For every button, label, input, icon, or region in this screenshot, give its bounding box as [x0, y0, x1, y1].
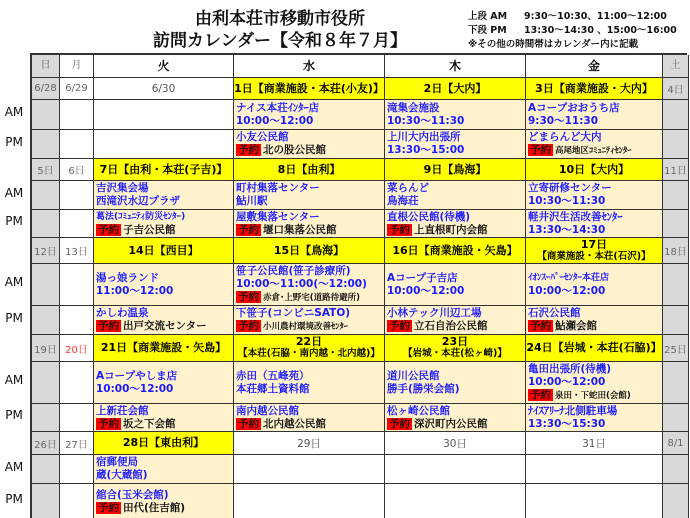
fri-date-header: 31日 [526, 432, 663, 455]
reservation-location: 深沢町内公民館 [414, 417, 488, 430]
visit-location[interactable]: 吉沢集会場 [96, 182, 149, 194]
reservation-entry[interactable] [528, 389, 660, 403]
legend-pm-label: 下段 PM [468, 25, 507, 36]
page-title [120, 8, 440, 52]
tue-date-header [94, 335, 234, 362]
saturday-date: 25日 [663, 335, 689, 362]
weekday-header-thu: 木 [385, 55, 526, 78]
thu-am-slot [385, 264, 526, 306]
wed-pm-slot [234, 306, 385, 335]
date-title: 14日【西目】 [128, 243, 199, 257]
saturday-am-slot [663, 181, 689, 210]
visit-location[interactable]: 10:30～11:30 [528, 195, 606, 207]
visit-location[interactable]: 屋敷集落センター [236, 210, 320, 223]
visit-location[interactable]: 笹子公民館(笹子診療所) [236, 264, 351, 277]
sunday-am-slot [32, 455, 60, 484]
thu-date-header [385, 78, 526, 100]
visit-location[interactable]: 本荘郷土資料館 [236, 382, 310, 395]
saturday-pm-slot [663, 210, 689, 238]
date-title: 7日【由利・本荘(子吉)】 [99, 162, 228, 176]
visit-location[interactable]: 下笹子(コンビニSATO) [236, 306, 351, 319]
date-title: 9日【鳥海】 [423, 162, 487, 176]
saturday-date: 8/1 [663, 432, 689, 455]
monday-date: 27日 [60, 432, 94, 455]
date-title: 10日【大内】 [558, 162, 630, 176]
visit-location[interactable]: 小林テック川辺工場 [387, 307, 482, 319]
reservation-badge: 予約 [389, 320, 410, 332]
tue-date-header: 6/30 [94, 78, 234, 100]
reservation-location: 田代(住吉館) [123, 501, 186, 514]
wed-date-header [234, 335, 385, 362]
reservation-location: 子吉公民館 [123, 223, 176, 236]
wed-pm-slot [234, 404, 385, 432]
sunday-date: 12日 [32, 238, 60, 264]
reservation-badge: 予約 [389, 223, 410, 236]
date-area: 【本荘(石脇・南内越・北内越)】 [238, 348, 380, 359]
reservation-badge: 予約 [98, 223, 119, 236]
date-title: 8日【由利】 [277, 162, 341, 176]
calendar-grid [30, 53, 687, 518]
visit-location[interactable]: どまらんど大内 [528, 130, 602, 143]
visit-location[interactable]: 鳥海荘 [387, 195, 419, 207]
tue-date-header [94, 159, 234, 181]
pm-label: PM [5, 310, 23, 325]
tue-pm-slot [94, 210, 234, 238]
monday-pm-slot [60, 404, 94, 432]
visit-location[interactable]: 町村集落センター [236, 182, 320, 194]
wed-date-header [234, 238, 385, 264]
date-area: 【商業施設・本荘(石沢)】 [537, 250, 651, 262]
fri-am-slot [526, 100, 663, 130]
visit-location[interactable]: ナイス本荘ｲﾝﾀｰ店 [236, 101, 320, 114]
pm-label: PM [5, 408, 23, 422]
pm-label: PM [5, 492, 23, 506]
sunday-am-slot [32, 100, 60, 130]
tue-am-slot [94, 264, 234, 306]
saturday-date: 11日 [663, 159, 689, 181]
reservation-badge: 予約 [238, 417, 259, 430]
monday-date: 13日 [60, 238, 94, 264]
wed-pm-slot [234, 210, 385, 238]
saturday-date: 4日 [663, 78, 689, 100]
reservation-entry[interactable] [96, 224, 231, 237]
am-label: AM [4, 185, 24, 200]
sunday-date: 19日 [32, 335, 60, 362]
reservation-badge: 予約 [530, 388, 551, 401]
thu-date-header [385, 159, 526, 181]
monday-am-slot [60, 455, 94, 484]
monday-pm-slot [60, 130, 94, 159]
legend-am-times: 9:30～10:30、11:00～12:00 [524, 11, 667, 22]
sunday-am-slot [32, 264, 60, 306]
visit-location[interactable]: 勝手(勝栄会館) [387, 382, 460, 395]
fri-pm-slot [526, 484, 663, 518]
am-label: AM [4, 459, 24, 474]
wed-pm-slot [234, 130, 385, 159]
tue-pm-slot [94, 306, 234, 335]
reservation-entry[interactable] [528, 320, 660, 333]
reservation-entry[interactable] [387, 418, 523, 431]
weekday-header-fri: 金 [526, 55, 663, 78]
monday-am-slot [60, 362, 94, 404]
visit-location[interactable]: 13:30～15:00 [387, 144, 465, 156]
reservation-badge: 予約 [98, 320, 119, 332]
visit-location[interactable]: 石沢公民館 [528, 307, 581, 319]
tue-pm-slot [94, 130, 234, 159]
reservation-location: 北の股公民館 [263, 144, 326, 156]
reservation-badge: 予約 [238, 223, 259, 236]
reservation-entry[interactable] [236, 144, 382, 157]
thu-pm-slot [385, 130, 526, 159]
monday-am-slot [60, 100, 94, 130]
date-title: 2日【大内】 [423, 81, 487, 95]
reservation-badge: 予約 [238, 290, 259, 303]
wed-am-slot [234, 181, 385, 210]
monday-pm-slot [60, 306, 94, 335]
thu-date-header: 30日 [385, 432, 526, 455]
wed-am-slot [234, 362, 385, 404]
thu-am-slot [385, 181, 526, 210]
saturday-am-slot [663, 264, 689, 306]
visit-location[interactable]: かしわ温泉 [96, 307, 149, 319]
reservation-entry[interactable] [528, 144, 660, 158]
fri-date-header [526, 335, 663, 362]
tue-am-slot [94, 455, 234, 484]
saturday-am-slot [663, 100, 689, 130]
thu-pm-slot [385, 484, 526, 518]
reservation-location: 北内越公民館 [263, 417, 326, 430]
am-label: AM [4, 105, 24, 119]
visit-location[interactable]: 上川大内出張所 [387, 131, 461, 143]
sunday-pm-slot [32, 306, 60, 335]
visit-location[interactable]: 蔵(大蔵館) [96, 469, 148, 481]
monday-pm-slot [60, 210, 94, 238]
legend-note: ※その他の時間帯はカレンダー内に記載 [468, 39, 639, 50]
visit-location[interactable]: 10:00～12:00 [236, 114, 314, 127]
reservation-location: 鮎瀬会館 [555, 320, 597, 332]
fri-pm-slot [526, 306, 663, 335]
fri-am-slot [526, 362, 663, 404]
reservation-badge: 予約 [238, 144, 259, 156]
reservation-location: 立石自治公民館 [414, 320, 488, 332]
date-title: 28日【東由利】 [122, 436, 205, 449]
reservation-entry[interactable] [236, 291, 382, 305]
visit-location[interactable]: 赤田（五峰苑） [236, 369, 310, 382]
sunday-am-slot [32, 362, 60, 404]
thu-pm-slot [385, 306, 526, 335]
saturday-pm-slot [663, 484, 689, 518]
monday-date: 6日 [60, 159, 94, 181]
thu-date-header [385, 335, 526, 362]
reservation-entry[interactable] [387, 224, 523, 237]
wed-pm-slot [234, 484, 385, 518]
visit-location[interactable]: 9:30～11:30 [528, 114, 599, 127]
visit-location[interactable]: 立寄研修センター [528, 182, 612, 194]
reservation-badge: 予約 [98, 501, 119, 514]
visit-location[interactable]: 軽井沢生活改善ｾﾝﾀｰ [528, 210, 623, 223]
sunday-date: 26日 [32, 432, 60, 455]
fri-am-slot [526, 181, 663, 210]
visit-location[interactable]: 道川公民館 [387, 369, 440, 382]
visit-location[interactable]: 舘合(玉米会館) [96, 488, 169, 501]
visit-location[interactable]: 湯っ娘ランド [96, 271, 159, 284]
reservation-entry[interactable] [387, 320, 523, 333]
visit-location[interactable]: 西滝沢水辺プラザ [96, 195, 180, 207]
visit-location[interactable]: 直根公民館(待機) [387, 210, 471, 223]
fri-pm-slot [526, 210, 663, 238]
visit-location[interactable]: Aコープ子吉店 [387, 271, 458, 284]
visit-location[interactable]: 10:00～12:00 [387, 284, 465, 297]
reservation-location: 上直根町内会館 [414, 223, 488, 236]
reservation-location: 坂之下会館 [123, 417, 176, 430]
saturday-am-slot [663, 362, 689, 404]
monday-am-slot [60, 264, 94, 306]
thu-am-slot [385, 455, 526, 484]
visit-location[interactable]: 亀田出張所(待機) [528, 362, 612, 375]
sunday-pm-slot [32, 130, 60, 159]
visit-location[interactable]: 11:00～12:00 [96, 284, 174, 297]
sunday-pm-slot [32, 484, 60, 518]
date-title: 16日【商業施設・矢島】 [392, 243, 518, 257]
visit-location[interactable]: 葛法(ｺﾐｭﾆﾃｨ防災ｾﾝﾀｰ) [96, 211, 186, 222]
title-line-1: 由利本荘市移動市役所 [195, 9, 365, 29]
reservation-entry[interactable] [96, 502, 231, 515]
sunday-pm-slot [32, 404, 60, 432]
monday-date: 20日 [60, 335, 94, 362]
reservation-entry[interactable] [236, 224, 382, 237]
visit-location[interactable]: 滝集会施設 [387, 101, 440, 114]
fri-am-slot [526, 264, 663, 306]
tue-am-slot [94, 100, 234, 130]
date-title: 22日 [295, 335, 323, 348]
weekday-header-wed: 水 [234, 55, 385, 78]
visit-location[interactable]: 13:30～14:30 [528, 223, 606, 236]
fri-date-header [526, 159, 663, 181]
reservation-badge: 予約 [238, 319, 259, 332]
weekday-header-tue: 火 [94, 55, 234, 78]
fri-pm-slot [526, 404, 663, 432]
tue-date-header [94, 432, 234, 455]
time-legend [468, 10, 677, 52]
reservation-entry[interactable] [236, 418, 382, 431]
visit-location[interactable]: 小友公民館 [236, 131, 289, 143]
tue-am-slot [94, 362, 234, 404]
pm-label: PM [5, 134, 23, 149]
saturday-am-slot [663, 455, 689, 484]
wed-am-slot [234, 264, 385, 306]
date-title: 24日【岩城・本荘(石脇)】 [526, 341, 662, 354]
reservation-badge: 予約 [98, 417, 119, 430]
tue-am-slot [94, 181, 234, 210]
reservation-location: 小川農村環境改善ｾﾝﾀｰ [263, 321, 349, 332]
reservation-location: 堰口集落公民館 [263, 223, 337, 236]
date-title: 21日【商業施設・矢島】 [100, 341, 227, 354]
reservation-entry[interactable] [96, 320, 231, 333]
visit-location[interactable]: ﾅｲｽｱﾘｰﾅ北側駐車場 [528, 404, 618, 417]
wed-date-header [234, 78, 385, 100]
thu-am-slot [385, 362, 526, 404]
monday-date: 6/29 [60, 78, 94, 100]
saturday-pm-slot [663, 404, 689, 432]
reservation-location: 泉田・下蛇田(会館) [555, 390, 631, 401]
wed-date-header [234, 159, 385, 181]
reservation-location: 赤倉･上野宅(道路待避所) [263, 292, 361, 303]
fri-date-header [526, 238, 663, 264]
visit-location[interactable]: 10:00～11:00(～12:00) [236, 277, 367, 290]
title-line-2: 訪問カレンダー【令和８年７月】 [153, 31, 407, 51]
visit-location[interactable]: 鮎川駅 [236, 195, 268, 207]
weekday-header-sun: 日 [32, 55, 60, 78]
fri-pm-slot [526, 130, 663, 159]
visit-location[interactable]: 松ヶ崎公民館 [387, 404, 450, 417]
visit-location[interactable]: Aコープおおうち店 [528, 101, 620, 114]
am-label: AM [4, 275, 24, 289]
reservation-entry[interactable] [236, 320, 382, 334]
visit-location[interactable]: 10:00～12:00 [96, 382, 174, 395]
pm-label: PM [5, 214, 23, 228]
tue-date-header [94, 238, 234, 264]
saturday-pm-slot [663, 306, 689, 335]
visit-location[interactable]: 10:30～11:30 [387, 114, 465, 127]
visit-location[interactable]: 10:00～12:00 [528, 284, 606, 297]
tue-pm-slot [94, 484, 234, 518]
thu-pm-slot [385, 404, 526, 432]
reservation-location: 高尾地区ｺﾐｭﾆﾃｨｾﾝﾀｰ [555, 145, 632, 156]
visit-location[interactable]: 上新荘会館 [96, 404, 149, 417]
monday-pm-slot [60, 484, 94, 518]
wed-am-slot [234, 100, 385, 130]
date-area: 【岩城・本荘(松ヶ崎)】 [403, 348, 507, 359]
legend-am-label: 上段 AM [468, 11, 508, 22]
visit-location[interactable]: Aコープやしま店 [96, 369, 178, 382]
sunday-pm-slot [32, 210, 60, 238]
visit-location[interactable]: ｲｵﾝｽｰﾊﾟｰｾﾝﾀｰ本荘店 [528, 272, 610, 283]
date-title: 1日【商業施設・本荘(小友)】 [234, 81, 384, 95]
visit-location[interactable]: 南内越公民館 [236, 404, 299, 417]
tue-pm-slot [94, 404, 234, 432]
reservation-entry[interactable] [96, 418, 231, 431]
fri-date-header [526, 78, 663, 100]
am-label: AM [4, 373, 24, 387]
reservation-location: 出戸交流センター [123, 320, 207, 332]
visit-location[interactable]: 13:30～15:30 [528, 417, 606, 430]
legend-pm-times: 13:30～14:30 、15:00～16:00 [524, 25, 677, 36]
reservation-badge: 予約 [530, 320, 551, 332]
wed-am-slot [234, 455, 385, 484]
date-title: 15日【鳥海】 [273, 243, 345, 257]
date-title: 17日 [580, 238, 608, 251]
sunday-date: 6/28 [32, 78, 60, 100]
fri-am-slot [526, 455, 663, 484]
monday-am-slot [60, 181, 94, 210]
thu-date-header [385, 238, 526, 264]
sunday-am-slot [32, 181, 60, 210]
reservation-badge: 予約 [389, 417, 410, 430]
visit-location[interactable]: 菜らんど [387, 182, 429, 194]
weekday-header-sat: 土 [663, 55, 689, 78]
sunday-date: 5日 [32, 159, 60, 181]
date-title: 3日【商業施設・大内】 [535, 81, 653, 95]
thu-am-slot [385, 100, 526, 130]
visit-location[interactable]: 10:00～12:00 [528, 375, 606, 388]
reservation-badge: 予約 [530, 143, 551, 156]
wed-date-header: 29日 [234, 432, 385, 455]
thu-pm-slot [385, 210, 526, 238]
date-title: 23日 [441, 335, 469, 348]
saturday-pm-slot [663, 130, 689, 159]
visit-location[interactable]: 宿郵便局 [96, 456, 138, 468]
weekday-header-mon: 月 [60, 55, 94, 78]
saturday-date: 18日 [663, 238, 689, 264]
